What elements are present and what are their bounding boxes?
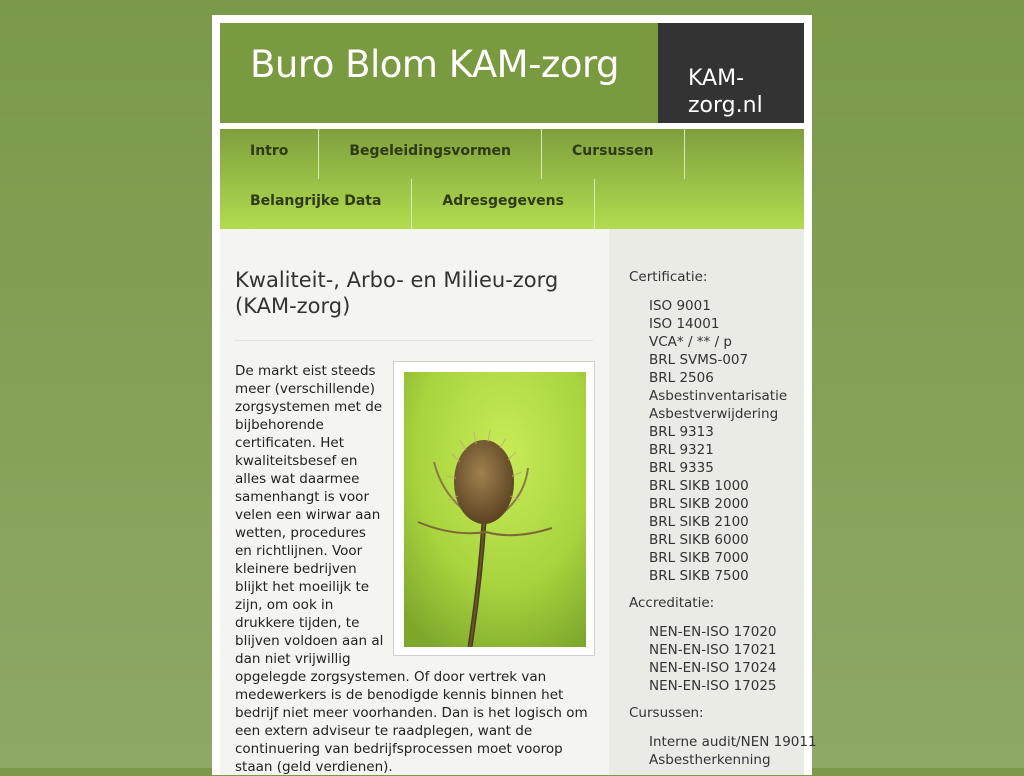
list-item: BRL 9321 bbox=[649, 442, 714, 458]
nav-item-adresgegevens[interactable]: Adresgegevens bbox=[412, 179, 595, 229]
list-item: Asbestverwijdering bbox=[649, 406, 779, 422]
article-title: Kwaliteit-, Arbo- en Milieu-zorg (KAM-zorg) bbox=[235, 268, 559, 318]
list-item: NEN-EN-ISO 17020 bbox=[649, 624, 777, 640]
list-item: BRL SVMS-007 bbox=[649, 352, 749, 368]
list-item: BRL 9313 bbox=[649, 424, 714, 440]
list-item: Asbestinventarisatie bbox=[649, 388, 788, 404]
list-item: BRL SIKB 1000 bbox=[649, 478, 749, 494]
domain-box bbox=[658, 23, 804, 123]
teasel-photo bbox=[393, 361, 595, 656]
nav-row-1 bbox=[220, 129, 685, 179]
nav-item-begeleidingsvormen[interactable]: Begeleidingsvormen bbox=[319, 129, 542, 179]
main-content bbox=[220, 229, 609, 775]
list-item: BRL SIKB 7500 bbox=[649, 568, 749, 584]
list-item: BRL SIKB 2000 bbox=[649, 496, 749, 512]
teasel-image bbox=[404, 372, 586, 647]
sidebar-heading-certificatie: Certificatie: bbox=[629, 269, 708, 285]
list-item: BRL SIKB 2100 bbox=[649, 514, 749, 530]
list-item: BRL 9335 bbox=[649, 460, 714, 476]
sidebar bbox=[609, 229, 817, 775]
page-container bbox=[212, 15, 817, 775]
list-item: BRL SIKB 6000 bbox=[649, 532, 749, 548]
sidebar-heading-cursussen: Cursussen: bbox=[629, 705, 704, 721]
nav-item-cursussen[interactable]: Cursussen bbox=[542, 129, 685, 179]
list-item: NEN-EN-ISO 17024 bbox=[649, 660, 777, 676]
list-item: VCA* / ** / p bbox=[649, 334, 732, 350]
cursussen-list bbox=[649, 733, 817, 769]
list-item: NEN-EN-ISO 17025 bbox=[649, 678, 777, 694]
list-item: BRL SIKB 7000 bbox=[649, 550, 749, 566]
main-navigation bbox=[220, 129, 804, 229]
nav-item-intro[interactable]: Intro bbox=[220, 129, 319, 179]
site-header bbox=[220, 23, 804, 123]
list-item: NEN-EN-ISO 17021 bbox=[649, 642, 777, 658]
list-item: Interne audit/NEN 19011 bbox=[649, 734, 817, 750]
site-title[interactable]: Buro Blom KAM-zorg bbox=[250, 43, 620, 86]
list-item: ISO 9001 bbox=[649, 298, 711, 314]
list-item: Asbestherkenning bbox=[649, 752, 771, 768]
accreditatie-list bbox=[649, 623, 777, 695]
nav-item-belangrijke-data[interactable]: Belangrijke Data bbox=[220, 179, 412, 229]
list-item: ISO 14001 bbox=[649, 316, 720, 332]
sidebar-heading-accreditatie: Accreditatie: bbox=[629, 595, 715, 611]
article-body bbox=[235, 362, 595, 776]
title-divider bbox=[235, 340, 593, 341]
article-text: De markt eist steeds meer (verschillende) zorgsystemen met de bijbehorende certificaten. Het kwaliteitsbesef en alles wat daarmee samenhangt is voor velen een wirwar aan wetten, procedures en richtlijnen. Voor kleinere bedrijven blijkt het moeilijk te zijn, om ook in drukkere tijden, te blijven voldoen aan al dan niet vrijwillig opgelegde zorgsystemen. Of door vertrek van medewerkers is de benodigde kennis binnen het bedrijf niet meer voorhanden. Dan is het logisch om een extern adviseur te raadplegen, want de continuering van bedrijfsprocessen moet voorop staan (geld verdienen). bbox=[235, 363, 588, 775]
nav-row-2 bbox=[220, 179, 595, 229]
domain-name: KAM-zorg.nl bbox=[688, 66, 763, 118]
list-item: BRL 2506 bbox=[649, 370, 714, 386]
certificatie-list bbox=[649, 297, 787, 585]
